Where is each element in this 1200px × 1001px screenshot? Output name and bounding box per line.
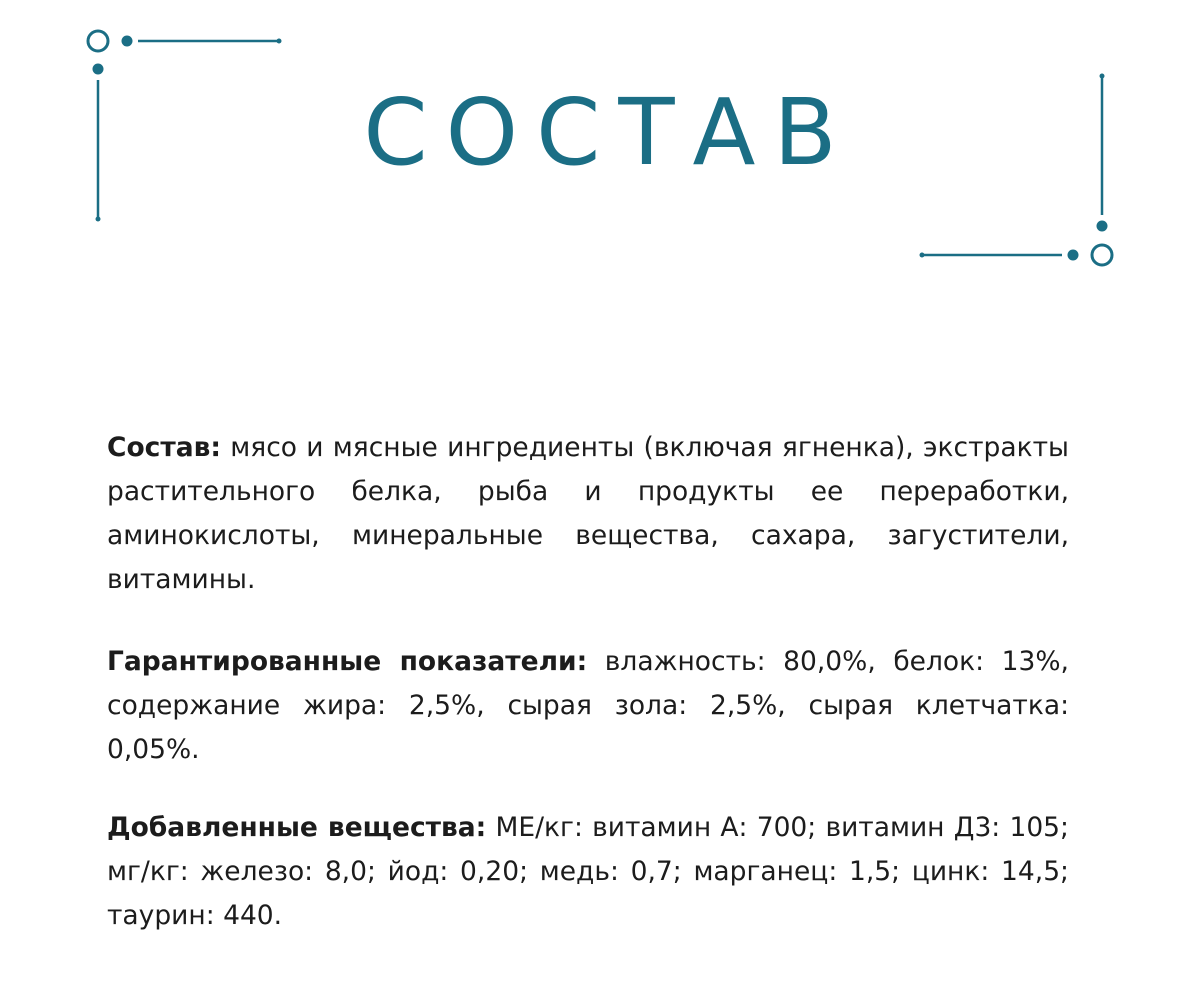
line-end-dot	[277, 39, 282, 44]
additives-label: Добавленные вещества:	[107, 812, 487, 843]
additives-text: МЕ/кг: витамин А: 700; витамин Д3: 105; мг/кг: железо: 8,0; йод: 0,20; медь: 0,7; марганец: 1,5; цинк: 14,5; таурин: 440.	[107, 812, 1069, 931]
ring-icon	[88, 31, 108, 51]
additives-paragraph	[107, 806, 1069, 938]
guaranteed-analysis-text: влажность: 80,0%, белок: 13%, содержание жира: 2,5%, сырая зола: 2,5%, сырая клетчатка: 0,05%.	[107, 646, 1069, 765]
dot-icon	[1097, 221, 1108, 232]
composition-paragraph	[107, 426, 1069, 602]
composition-label: Состав:	[107, 432, 221, 463]
ring-icon	[1092, 245, 1112, 265]
dot-icon	[1068, 250, 1079, 261]
composition-text: мясо и мясные ингредиенты (включая ягненка), экстракты растительного белка, рыба и продукты ее переработки, аминокислоты, минеральные вещества, сахара, загустители, витамины.	[107, 432, 1069, 595]
dot-icon	[122, 36, 133, 47]
guaranteed-analysis-paragraph	[107, 640, 1069, 772]
page-title: СОСТАВ	[363, 79, 855, 186]
guaranteed-analysis-label: Гарантированные показатели:	[107, 646, 588, 677]
dot-icon	[93, 64, 104, 75]
line-end-dot	[96, 217, 101, 222]
